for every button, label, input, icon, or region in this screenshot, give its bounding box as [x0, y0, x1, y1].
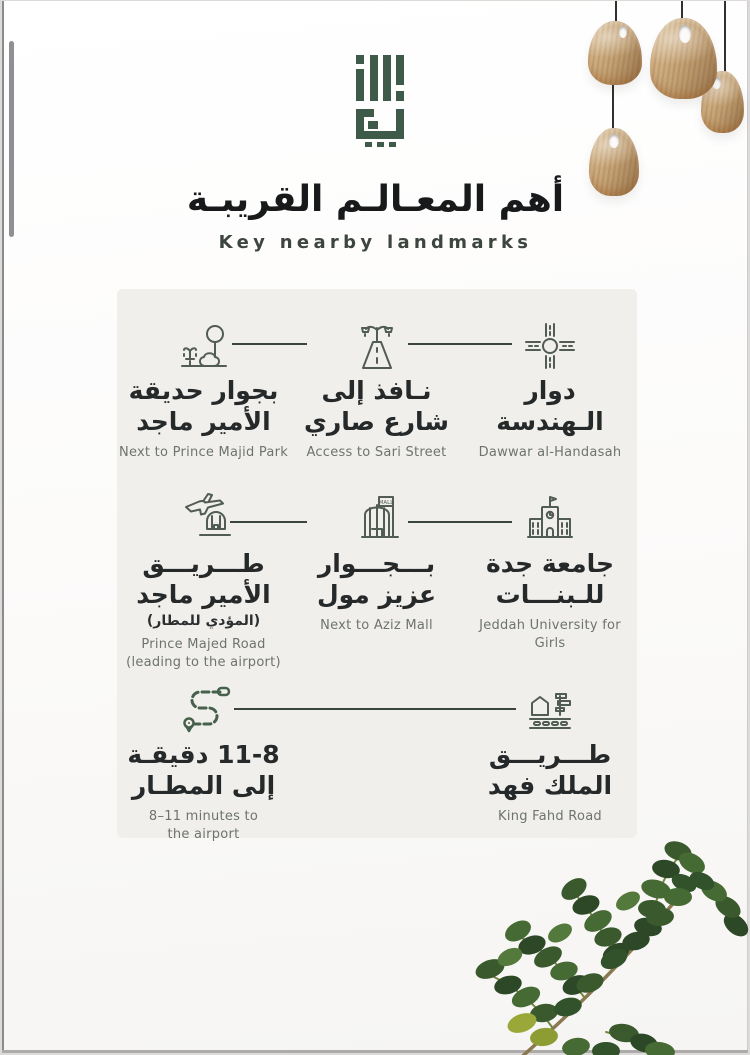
landmark-item-prince-majid-park: [117, 314, 290, 462]
page-title: أهم المعـالـم القريبـة: [186, 179, 565, 220]
airport-road-icon: [117, 487, 290, 545]
wooden-lamp: [588, 21, 642, 85]
landmark-english: King Fahd Road: [498, 809, 602, 824]
landmark-item-dawwar: [463, 314, 637, 462]
landmark-english: Jeddah University for Girls: [479, 618, 621, 651]
landmark-english: Next to Prince Majid Park: [118, 445, 289, 460]
landmark-item-airport-minutes: [117, 678, 290, 843]
landmark-english: Prince Majed Road (leading to the airport): [126, 637, 281, 670]
green-leaf-branch-photo: [456, 837, 750, 1055]
mall-icon: [290, 487, 463, 545]
park-icon: [117, 314, 290, 372]
landmark-arabic: 11-8 دقيقـة إلى المطـار: [127, 740, 280, 800]
king-fahd-road-icon: [463, 678, 637, 736]
landmark-arabic: نـافذ إلى شارع صاري: [304, 376, 449, 436]
landmark-english: Next to Aziz Mall: [320, 618, 433, 633]
landmark-item-sari-street: [290, 314, 463, 462]
landmark-arabic: دوار الـهندسة: [496, 376, 604, 436]
kufic-monogram-logo: [354, 51, 406, 147]
landmark-arabic-note: (المؤدي للمطار): [146, 613, 261, 629]
roundabout-icon: [463, 314, 637, 372]
landmark-english: Dawwar al-Handasah: [478, 445, 622, 460]
landmark-item-prince-majed-road: [117, 487, 290, 671]
landmark-item-jeddah-university: [463, 487, 637, 652]
landmark-english: Access to Sari Street: [306, 445, 447, 460]
landmark-item-king-fahd-road: [463, 678, 637, 826]
landmark-item-aziz-mall: [290, 487, 463, 635]
winding-road-icon: [117, 678, 290, 736]
landmark-english: 8–11 minutes to the airport: [148, 809, 259, 842]
page-subtitle: Key nearby landmarks: [218, 232, 533, 253]
landmark-arabic: جامعة جدة للـبنـــات: [485, 549, 615, 609]
landmark-arabic: طـــريـــق الأمير ماجد: [136, 549, 271, 609]
landmark-arabic: بجوار حديقة الأمير ماجد: [128, 376, 279, 436]
brochure-page: [2, 1, 748, 1050]
lamp-cord: [724, 1, 726, 77]
street-access-icon: [290, 314, 463, 372]
university-icon: [463, 487, 637, 545]
svg-text:MALL: MALL: [378, 500, 393, 506]
landmark-arabic: بـــجـــوار عزيز مول: [316, 549, 437, 609]
lamp-cord: [612, 85, 614, 131]
wooden-lamp: [650, 18, 717, 99]
landmark-arabic: طـــريـــق الملك فهد: [487, 740, 613, 800]
